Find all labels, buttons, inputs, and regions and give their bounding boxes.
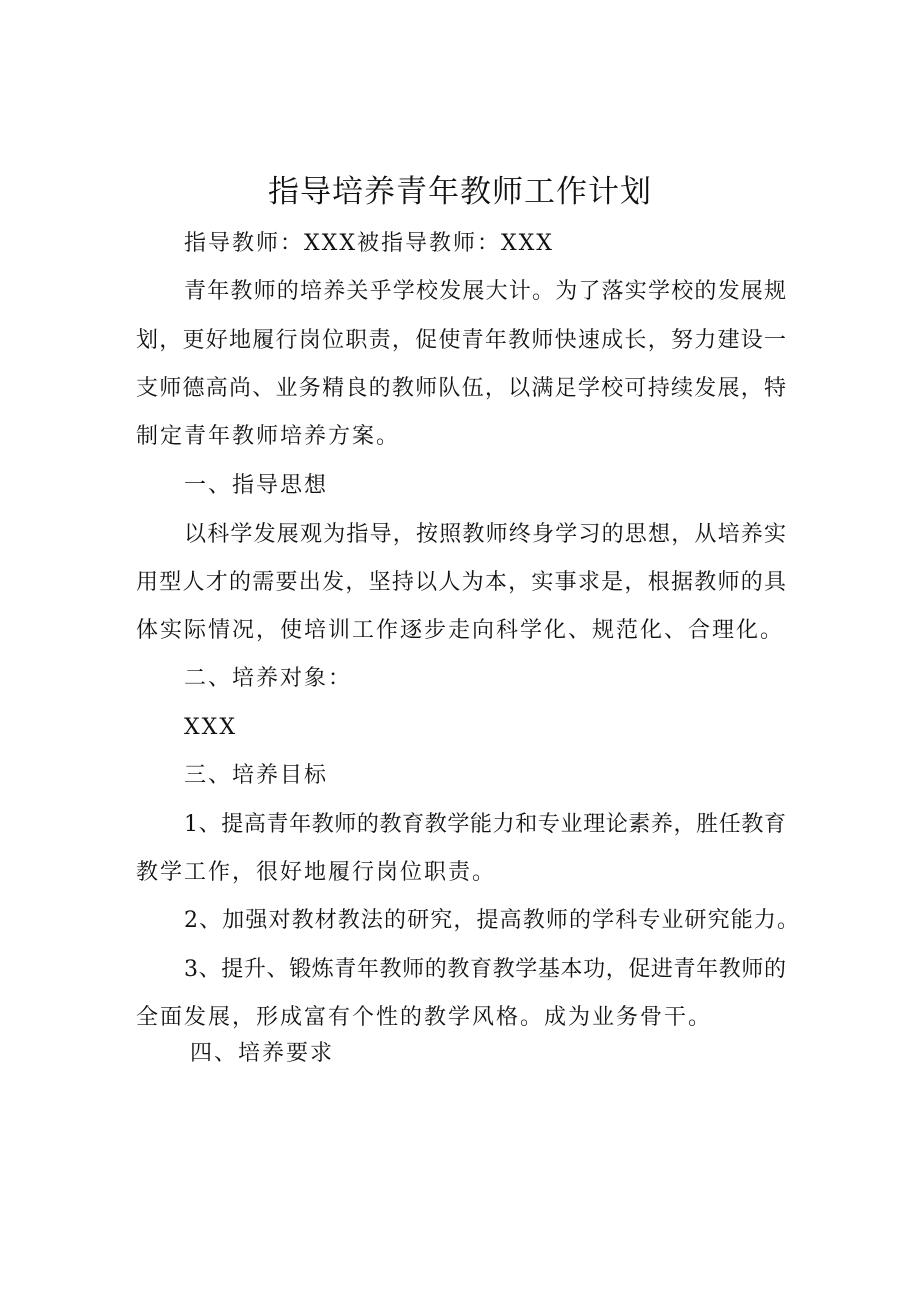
intro-line-3 <box>136 373 786 405</box>
section2-heading: 二、培养对象： <box>184 666 353 691</box>
goal-3-line-2: 全面发展，形成富有个性的教学风格。成为业务骨干。 <box>136 1005 713 1030</box>
section1-text-1: 以科学发展观为指导，按照教师终身学习的思想，从培养实 <box>184 522 786 547</box>
goal-1-text-1: 1、提高青年教师的教育教学能力和专业理论素养，胜任教育 <box>184 812 786 837</box>
intro-line-4: 制定青年教师培养方案。 <box>136 424 401 449</box>
section4-heading: 四、培养要求 <box>190 1041 335 1066</box>
section1-line-2 <box>136 567 786 599</box>
goal-2-line-1 <box>184 905 799 937</box>
goal-3-text-1: 3、提升、锻炼青年教师的教育教学基本功，促进青年教师的 <box>184 957 786 982</box>
goal-2-text-1: 2、加强对教材教法的研究，提高教师的学科专业研究能力。 <box>184 908 799 933</box>
teachers-line: 指导教师：XXX被指导教师：XXX <box>184 231 554 256</box>
goal-1-line-1 <box>184 809 786 841</box>
section1-line-3: 体实际情况，使培训工作逐步走向科学化、规范化、合理化。 <box>136 618 785 643</box>
document-title: 指导培养青年教师工作计划 <box>268 174 652 210</box>
intro-text-1: 青年教师的培养关乎学校发展大计。为了落实学校的发展规 <box>184 279 786 304</box>
intro-line-2 <box>136 325 786 357</box>
section2-content: XXX <box>184 715 237 740</box>
intro-text-3: 支师德高尚、业务精良的教师队伍，以满足学校可持续发展，特 <box>136 376 786 401</box>
section1-text-2: 用型人才的需要出发，坚持以人为本，实事求是，根据教师的具 <box>136 570 786 595</box>
intro-text-2: 划，更好地履行岗位职责，促使青年教师快速成长，努力建设一 <box>136 328 786 353</box>
section1-heading: 一、指导思想 <box>184 473 329 498</box>
section3-heading: 三、培养目标 <box>184 763 329 788</box>
goal-3-line-1 <box>184 954 786 986</box>
goal-1-line-2: 教学工作，很好地履行岗位职责。 <box>136 860 497 885</box>
section1-line-1 <box>184 519 786 551</box>
intro-line-1 <box>184 276 786 308</box>
